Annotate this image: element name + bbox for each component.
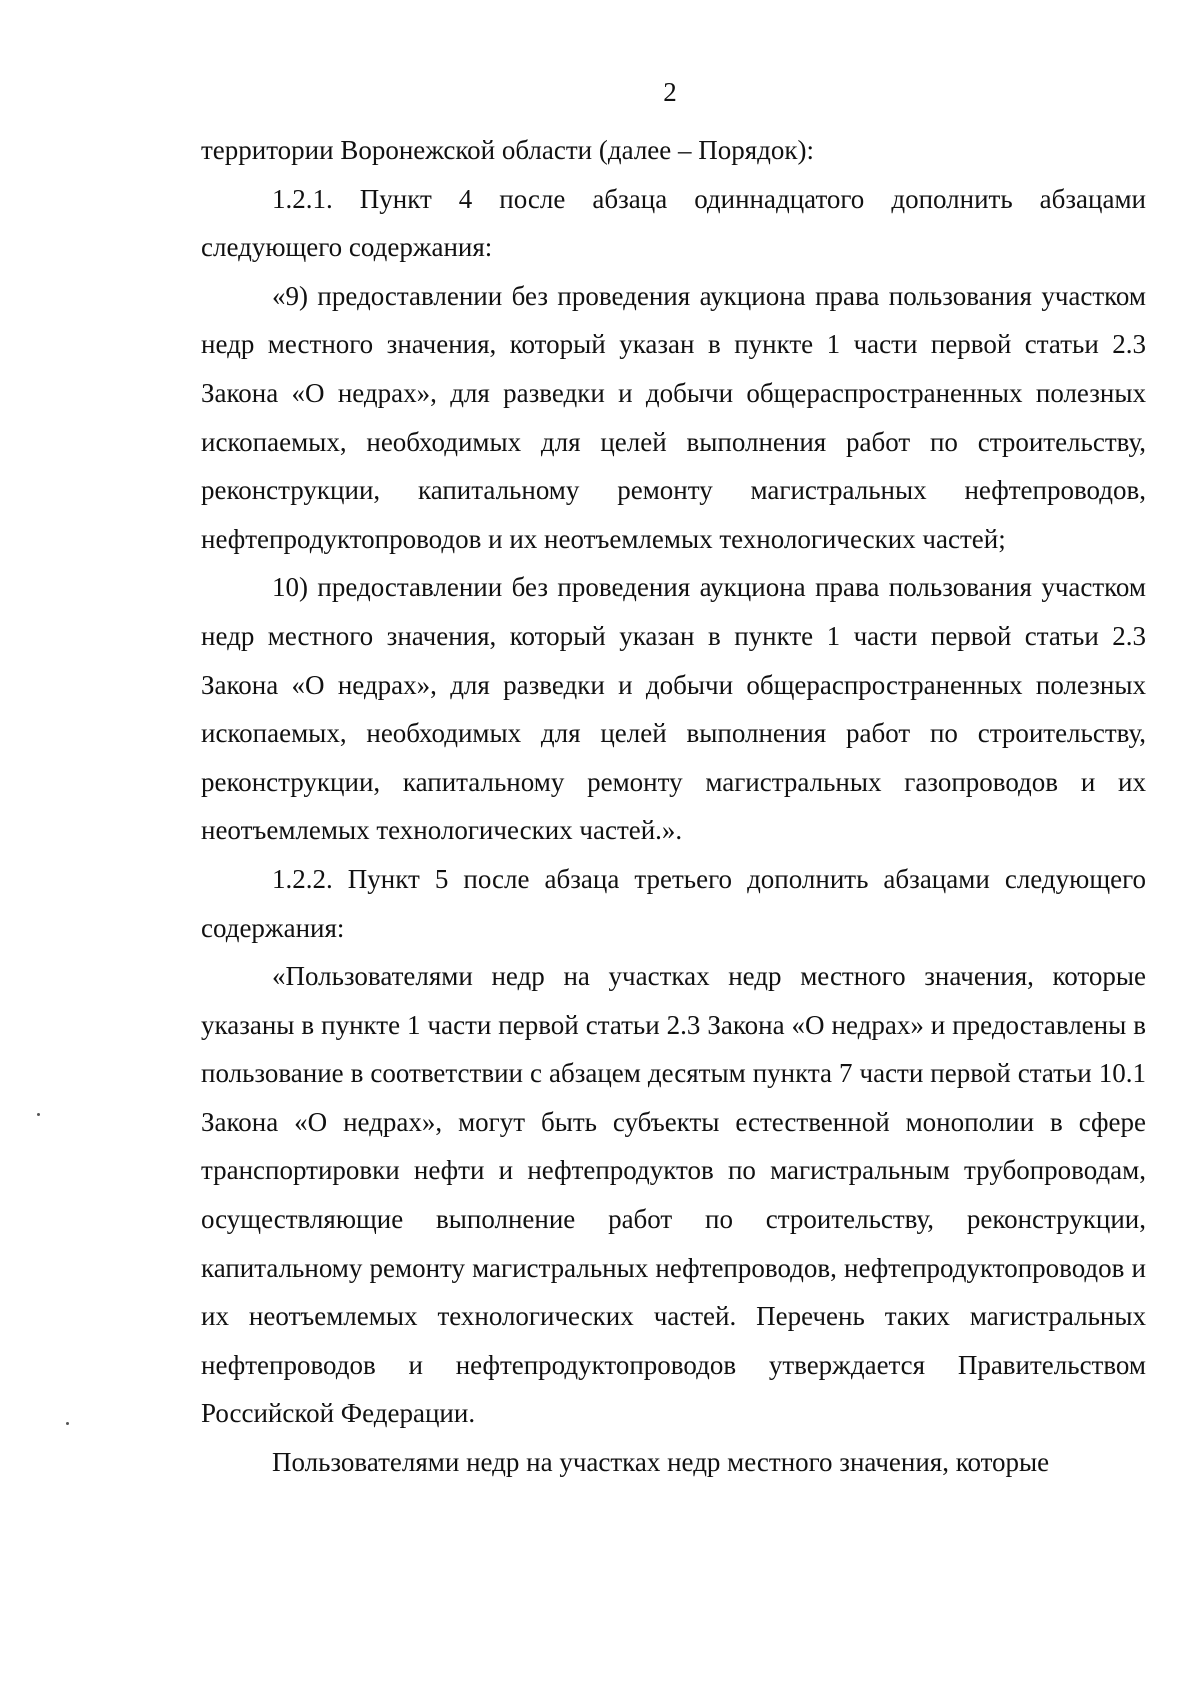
paragraph: 1.2.1. Пункт 4 после абзаца одиннадцатого дополнить абзацами следующего содержания: — [201, 183, 1146, 263]
scan-speck — [66, 1422, 69, 1425]
paragraph: Пользователями недр на участках недр местного значения, которые — [272, 1447, 1050, 1478]
scan-speck — [37, 1113, 40, 1116]
paragraph: территории Воронежской области (далее – Порядок): — [201, 135, 815, 165]
paragraph: «9) предоставлении без проведения аукциона права пользования участком недр местного значения, который указан в пункте 1 части первой статьи 2.3 Закона «О недрах», для разведки и добычи общераспространенных полезных ископаемых, необходимых для целей выполнения работ по строительству, реконструкции, капитальному ремонту магистральных нефтепроводов, нефтепродуктопроводов и их неотъемлемых технологических частей; — [201, 280, 1146, 554]
paragraph: 10) предоставлении без проведения аукциона права пользования участком недр местного значения, который указан в пункте 1 части первой статьи 2.3 Закона «О недрах», для разведки и добычи общераспространенных полезных ископаемых, необходимых для целей выполнения работ по строительству, реконструкции, капитальному ремонту магистральных газопроводов и их неотъемлемых технологических частей.». — [201, 572, 1146, 846]
page-number: 2 — [663, 77, 677, 107]
document-body — [201, 126, 1146, 1487]
paragraph: «Пользователями недр на участках недр местного значения, которые указаны в пункте 1 части первой статьи 2.3 Закона «О недрах» и предоставлены в пользование в соответствии с абзацем десятым пункта 7 части первой статьи 10.1 Закона «О недрах», могут быть субъекты естественной монополии в сфере транспортировки нефти и нефтепродуктов по магистральным трубопроводам, осуществляющие выполнение работ по строительству, реконструкции, капитальному ремонту магистральных нефтепроводов, нефтепродуктопроводов и их неотъемлемых технологических частей. Перечень таких магистральных нефтепроводов и нефтепродуктопроводов утверждается Правительством Российской Федерации. — [201, 961, 1146, 1429]
paragraph: 1.2.2. Пункт 5 после абзаца третьего дополнить абзацами следующего содержания: — [201, 863, 1146, 943]
